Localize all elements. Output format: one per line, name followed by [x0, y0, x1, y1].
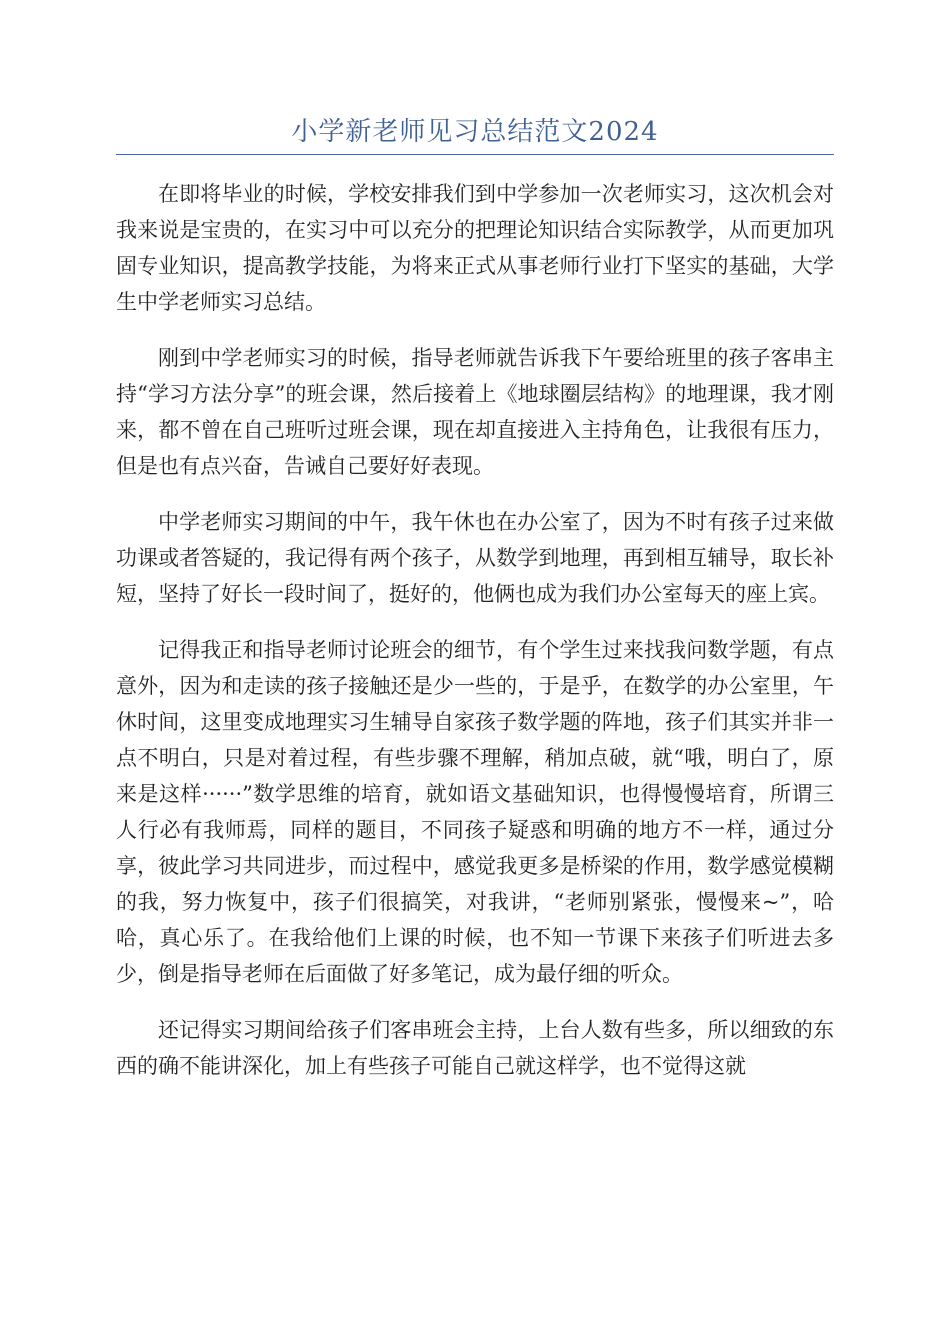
paragraph-1: 在即将毕业的时候，学校安排我们到中学参加一次老师实习，这次机会对我来说是宝贵的，在实习中可以充分的把理论知识结合实际教学，从而更加巩固专业知识，提高教学技能，为将来正式从事老师行业打下坚实的基础，大学生中学老师实习总结。 — [116, 182, 834, 314]
paragraph-2: 刚到中学老师实习的时候，指导老师就告诉我下午要给班里的孩子客串主持“学习方法分享”的班会课，然后接着上《地球圈层结构》的地理课，我才刚来，都不曾在自己班听过班会课，现在却直接进入主持角色，让我很有压力，但是也有点兴奋，告诫自己要好好表现。 — [116, 346, 834, 478]
paragraph-4: 记得我正和指导老师讨论班会的细节，有个学生过来找我问数学题，有点意外，因为和走读的孩子接触还是少一些的，于是乎，在数学的办公室里，午休时间，这里变成地理实习生辅导自家孩子数学题的阵地，孩子们其实并非一点不明白，只是对着过程，有些步骤不理解，稍加点破，就“哦，明白了，原来是这样······”数学思维的培育，就如语文基础知识，也得慢慢培育，所谓三人行必有我师焉，同样的题目，不同孩子疑惑和明确的地方不一样，通过分享，彼此学习共同进步，而过程中，感觉我更多是桥梁的作用，数学感觉模糊的我，努力恢复中，孩子们很搞笑，对我讲，“老师别紧张，慢慢来~”，哈哈，真心乐了。在我给他们上课的时候，也不知一节课下来孩子们听进去多少，倒是指导老师在后面做了好多笔记，成为最仔细的听众。 — [116, 638, 834, 986]
page-title: 小学新老师见习总结范文2024 — [291, 117, 659, 147]
paragraph-3: 中学老师实习期间的中午，我午休也在办公室了，因为不时有孩子过来做功课或者答疑的，我记得有两个孩子，从数学到地理，再到相互辅导，取长补短，坚持了好长一段时间了，挺好的，他俩也成为我们办公室每天的座上宾。 — [116, 510, 834, 606]
title-divider — [116, 154, 834, 155]
document-body — [116, 176, 834, 1104]
paragraph-5: 还记得实习期间给孩子们客串班会主持，上台人数有些多，所以细致的东西的确不能讲深化，加上有些孩子可能自己就这样学，也不觉得这就 — [116, 1018, 834, 1078]
